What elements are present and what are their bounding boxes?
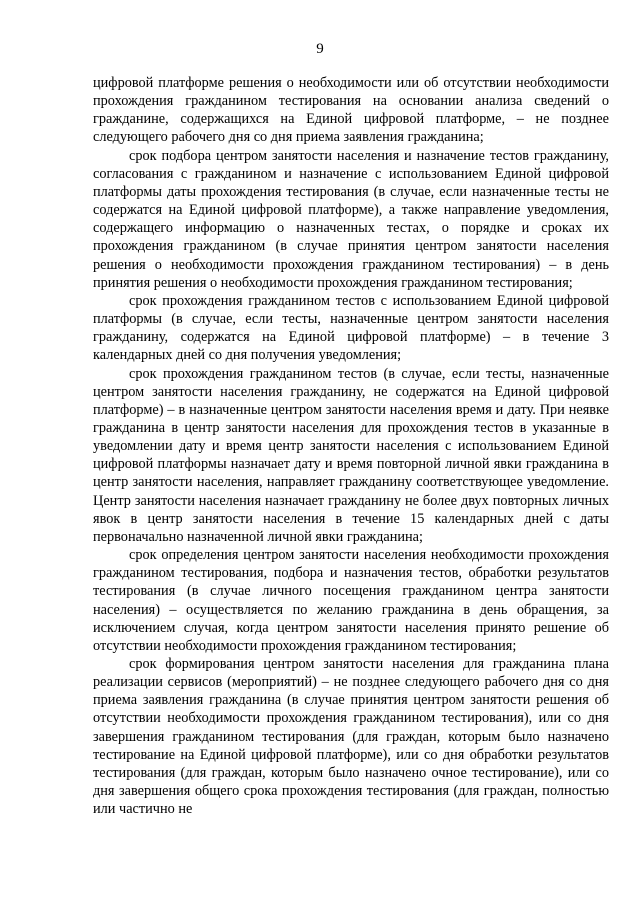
paragraph: срок формирования центром занятости населения для гражданина плана реализации сервисов (мероприятий) – не позднее следующего рабочего дня со дня приема заявления гражданина (в случае принятия центром занятости решения об отсутствии необходимости прохождения гражданином тестирования), или со дня завершения гражданином тестирования (для граждан, которым было назначено тестирование на Единой цифровой платформе), или со дня обработки результатов тестирования (для граждан, которым было назначено очное тестирование), или со дня завершения общего срока прохождения тестирования (для граждан, полностью или частично не: [93, 656, 609, 818]
paragraph: цифровой платформе решения о необходимости или об отсутствии необходимости прохождения гражданином тестирования на основании анализа сведений о гражданине, содержащихся на Единой цифровой платформе, – не позднее следующего рабочего дня со дня приема заявления гражданина;: [93, 75, 609, 146]
paragraph: срок подбора центром занятости населения и назначение тестов гражданину, согласования с гражданином и назначение с использованием Единой цифровой платформы даты прохождения тестирования (в случае, если назначенные тесты не содержатся на Единой цифровой платформе), а также направление уведомления, содержащего информацию о назначенных тестах, о порядке и сроках их прохождения гражданином (в случае принятия центром занятости населения решения о необходимости прохождения гражданином тестирования) – в день принятия решения о необходимости прохождения гражданином тестирования;: [93, 147, 609, 291]
paragraph: срок прохождения гражданином тестов (в случае, если тесты, назначенные центром занятости населения гражданину, не содержатся на Единой цифровой платформе) – в назначенные центром занятости населения время и дату. При неявке гражданина в центр занятости населения для прохождения тестов в указанные в уведомлении дату и время центр занятости населения с использованием Единой цифровой платформы назначает дату и время повторной личной явки гражданина в центр занятости населения, направляет гражданину соответствующее уведомление. Центр занятости населения назначает гражданину не более двух повторных личных явок в центр занятости населения в течение 15 календарных дней с даты первоначально назначенной личной явки гражданина;: [93, 365, 609, 545]
page-number: 9: [316, 41, 324, 57]
paragraph: срок прохождения гражданином тестов с использованием Единой цифровой платформы (в случае, если тесты, назначенные центром занятости населения гражданину, содержатся на Единой цифровой платформе) – в течение 3 календарных дней со дня получения уведомления;: [93, 292, 609, 364]
document-body: [93, 74, 609, 818]
paragraph: срок определения центром занятости населения необходимости прохождения гражданином тестирования, подбора и назначения тестов, обработки результатов тестирования (в случае личного посещения гражданином центра занятости населения) – осуществляется по желанию гражданина в день обращения, за исключением случая, когда центром занятости населения принято решение об отсутствии необходимости прохождения гражданином тестирования;: [93, 547, 609, 654]
